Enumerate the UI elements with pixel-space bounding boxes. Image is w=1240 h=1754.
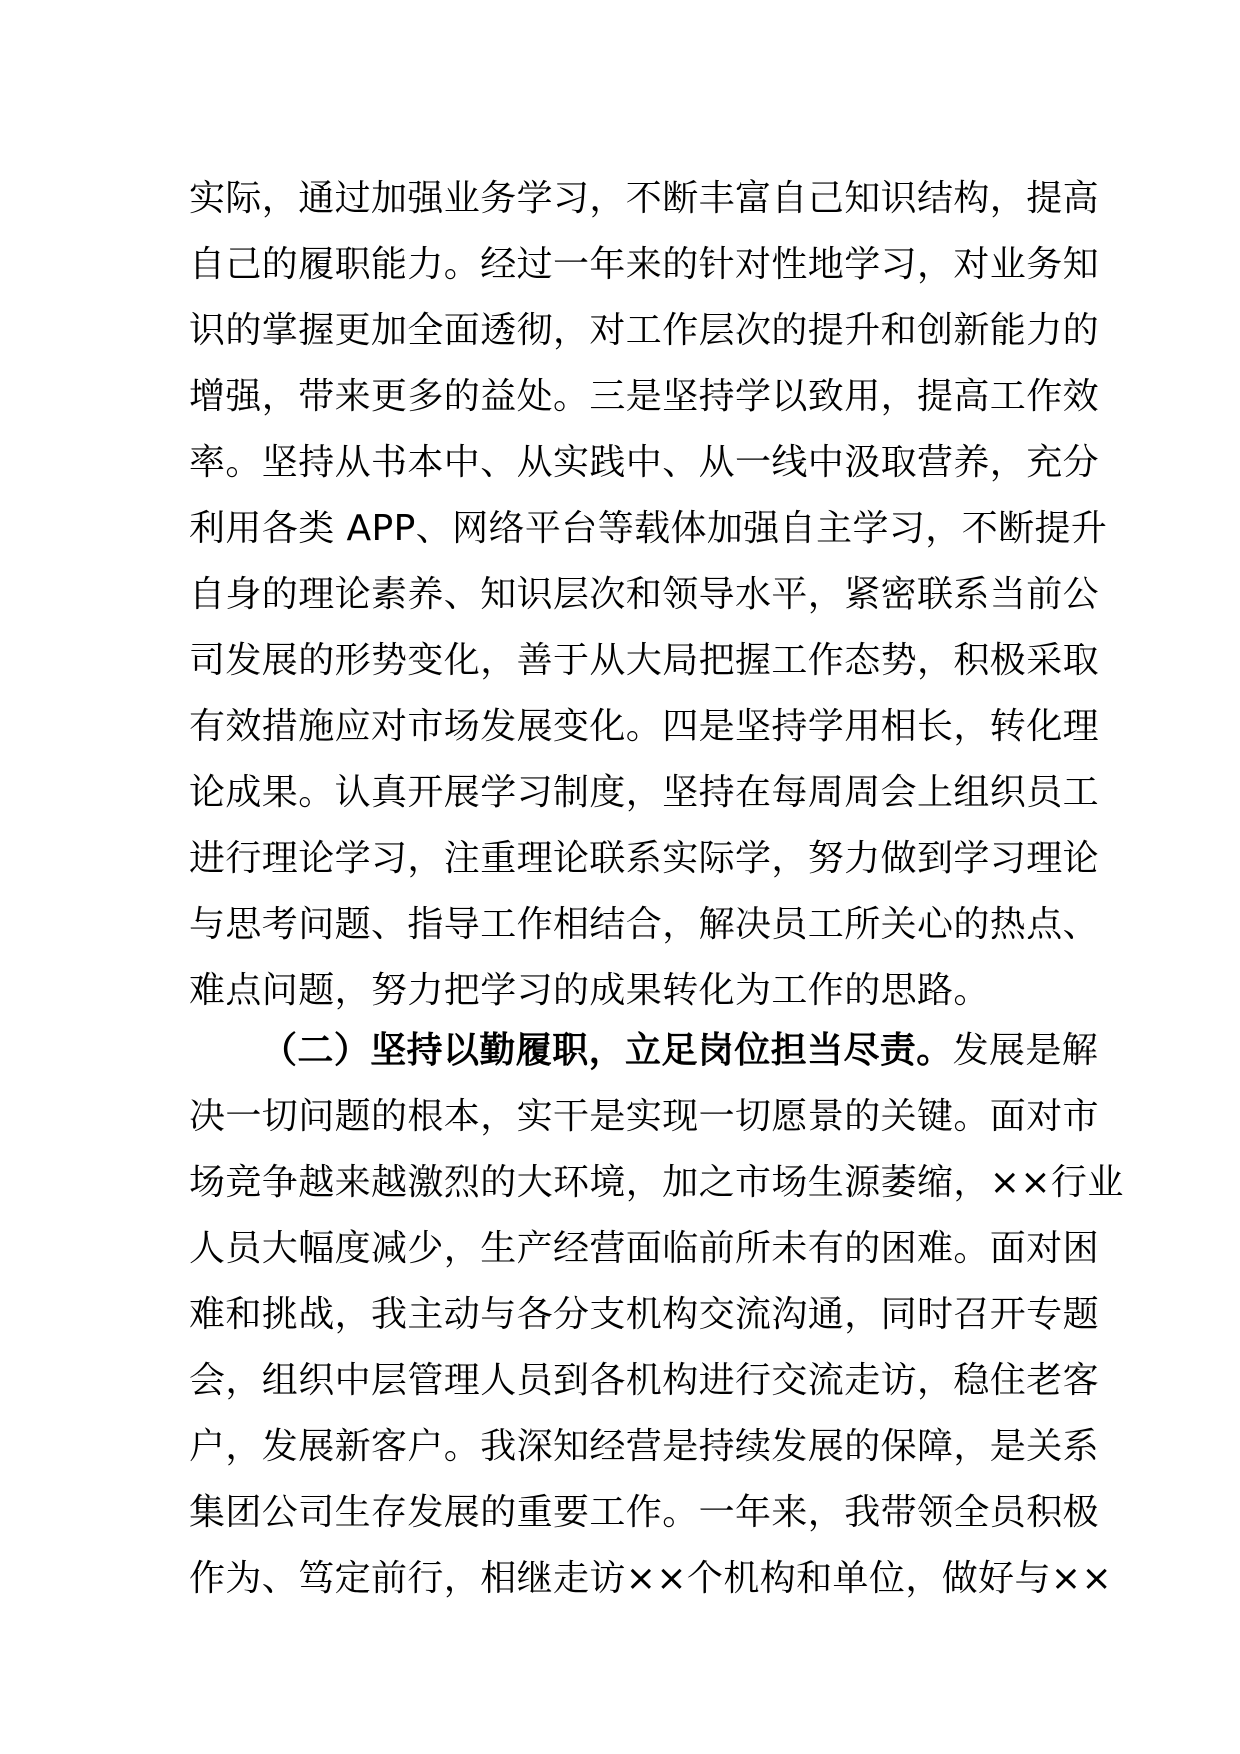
text-line: 会，组织中层管理人员到各机构进行交流走访，稳住老客 xyxy=(189,1360,1100,1401)
text-line: 司发展的形势变化，善于从大局把握工作态势，积极采取 xyxy=(189,640,1100,681)
text-line: 人员大幅度减少，生产经营面临前所未有的困难。面对困 xyxy=(189,1228,1100,1269)
text-line: 与思考问题、指导工作相结合，解决员工所关心的热点、 xyxy=(189,904,1100,945)
text-line: 实际，通过加强业务学习，不断丰富自己知识结构，提高 xyxy=(189,178,1100,219)
text-line: 率。坚持从书本中、从实践中、从一线中汲取营养，充分 xyxy=(189,442,1100,483)
section-heading: （二）坚持以勤履职，立足岗位担当尽责。 xyxy=(261,1030,953,1071)
text-line xyxy=(189,1018,1099,1084)
text-line: 户，发展新客户。我深知经营是持续发展的保障，是关系 xyxy=(189,1426,1100,1467)
text-line: 难点问题，努力把学习的成果转化为工作的思路。 xyxy=(189,970,990,1011)
text-line: 作为、笃定前行，相继走访××个机构和单位，做好与×× xyxy=(189,1558,1113,1599)
text-line: 自己的履职能力。经过一年来的针对性地学习，对业务知 xyxy=(189,244,1100,285)
text-line: 论成果。认真开展学习制度，坚持在每周周会上组织员工 xyxy=(189,772,1100,813)
text-line: 集团公司生存发展的重要工作。一年来，我带领全员积极 xyxy=(189,1492,1100,1533)
text-line: 难和挑战，我主动与各分支机构交流沟通，同时召开专题 xyxy=(189,1294,1100,1335)
text-line: 决一切问题的根本，实干是实现一切愿景的关键。面对市 xyxy=(189,1096,1100,1137)
text-line: 有效措施应对市场发展变化。四是坚持学用相长，转化理 xyxy=(189,706,1100,747)
text-line: 增强，带来更多的益处。三是坚持学以致用，提高工作效 xyxy=(189,376,1100,417)
heading-line-continuation: 发展是解 xyxy=(952,1030,1099,1071)
paragraph-learning xyxy=(189,166,1108,1024)
text-line: 识的掌握更加全面透彻，对工作层次的提升和创新能力的 xyxy=(189,310,1100,351)
text-line: 进行理论学习，注重理论联系实际学，努力做到学习理论 xyxy=(189,838,1100,879)
text-line: 利用各类 APP、网络平台等载体加强自主学习，不断提升 xyxy=(189,508,1108,549)
text-line: 场竞争越来越激烈的大环境，加之市场生源萎缩，××行业 xyxy=(189,1162,1124,1203)
text-line: 自身的理论素养、知识层次和领导水平，紧密联系当前公 xyxy=(189,574,1100,615)
paragraph-duty xyxy=(189,1018,1124,1612)
